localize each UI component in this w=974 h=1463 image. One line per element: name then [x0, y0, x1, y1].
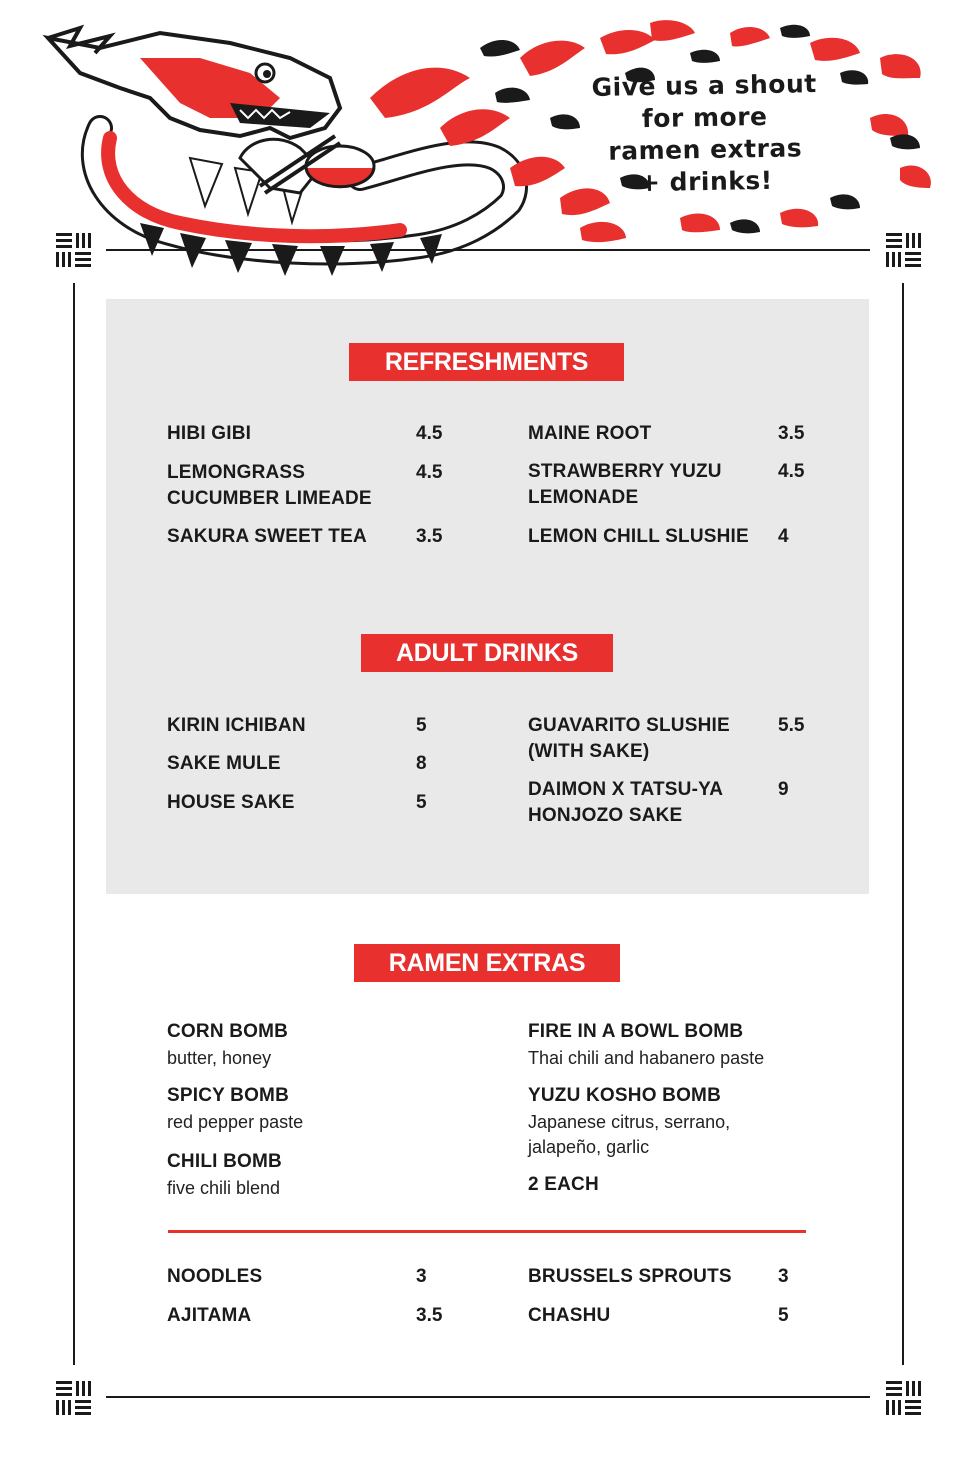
bomb-item-desc: butter, honey [167, 1048, 272, 1068]
menu-item-price: 3.5 [416, 526, 443, 547]
menu-item-name: LEMONGRASS [167, 462, 306, 483]
menu-item-price: 8 [416, 753, 427, 774]
menu-item-name-line2: LEMONADE [528, 487, 639, 508]
menu-item-price: 4 [778, 526, 789, 547]
section-title-refreshments: REFRESHMENTS [349, 343, 624, 381]
menu-item-name-line2: (WITH SAKE) [528, 741, 650, 762]
menu-item-price: 3.5 [778, 423, 805, 444]
section-title-ramen-extras: RAMEN EXTRAS [354, 944, 620, 982]
side-item-price: 3.5 [416, 1305, 443, 1326]
side-item-price: 5 [778, 1305, 789, 1326]
bomb-item-desc: Thai chili and habanero paste [528, 1048, 765, 1068]
bomb-item-desc: Japanese citrus, serrano, [528, 1112, 731, 1132]
menu-item-name: KIRIN ICHIBAN [167, 715, 306, 736]
bombs-price: 2 EACH [528, 1174, 599, 1195]
menu-item-price: 9 [778, 779, 789, 800]
frame-bottom-line [106, 1396, 870, 1398]
side-item-name: NOODLES [167, 1266, 263, 1287]
menu-item-name: SAKE MULE [167, 753, 281, 774]
menu-item-name: GUAVARITO SLUSHIE [528, 715, 730, 736]
side-item-name: BRUSSELS SPROUTS [528, 1266, 732, 1287]
menu-item-price: 5 [416, 715, 427, 736]
menu-item-price: 4.5 [416, 423, 443, 444]
menu-item-name: MAINE ROOT [528, 423, 652, 444]
corner-ornament-icon [56, 1381, 92, 1415]
frame-right-line [902, 283, 904, 1365]
bomb-item-name: YUZU KOSHO BOMB [528, 1085, 721, 1106]
menu-item-price: 5.5 [778, 715, 805, 736]
shout-line-3: ramen extras [608, 133, 803, 166]
bomb-item-name: SPICY BOMB [167, 1085, 290, 1106]
side-item-name: AJITAMA [167, 1305, 252, 1326]
frame-top-line [106, 249, 870, 251]
menu-item-price: 5 [416, 792, 427, 813]
side-item-price: 3 [778, 1266, 789, 1287]
frame-left-line [73, 283, 75, 1365]
menu-item-name-line2: CUCUMBER LIMEADE [167, 488, 372, 509]
bomb-item-desc: red pepper paste [167, 1112, 304, 1132]
menu-item-price: 4.5 [416, 462, 443, 483]
menu-item-name-line2: HONJOZO SAKE [528, 805, 683, 826]
side-item-price: 3 [416, 1266, 427, 1287]
menu-item-price: 4.5 [778, 461, 805, 482]
section-divider [168, 1230, 806, 1233]
section-title-adult-drinks: ADULT DRINKS [361, 634, 613, 672]
menu-item-name: SAKURA SWEET TEA [167, 526, 367, 547]
bomb-item-desc-line2: jalapeño, garlic [528, 1137, 650, 1157]
side-item-name: CHASHU [528, 1305, 611, 1326]
bomb-item-name: CORN BOMB [167, 1021, 289, 1042]
corner-ornament-icon [886, 233, 922, 267]
menu-item-name: HIBI GIBI [167, 423, 252, 444]
corner-ornament-icon [886, 1381, 922, 1415]
shout-line-2: for more [641, 101, 768, 134]
shout-tagline [573, 68, 837, 201]
menu-item-name: HOUSE SAKE [167, 792, 295, 813]
bomb-item-name: CHILI BOMB [167, 1151, 282, 1172]
bomb-item-name: FIRE IN A BOWL BOMB [528, 1021, 744, 1042]
shout-line-4: + drinks! [638, 165, 773, 198]
menu-item-name: DAIMON X TATSU-YA [528, 779, 724, 800]
bomb-item-desc: five chili blend [167, 1178, 281, 1198]
menu-item-name: LEMON CHILL SLUSHIE [528, 526, 749, 547]
corner-ornament-icon [56, 233, 92, 267]
menu-item-name: STRAWBERRY YUZU [528, 461, 722, 482]
shout-line-1: Give us a shout [591, 69, 817, 102]
